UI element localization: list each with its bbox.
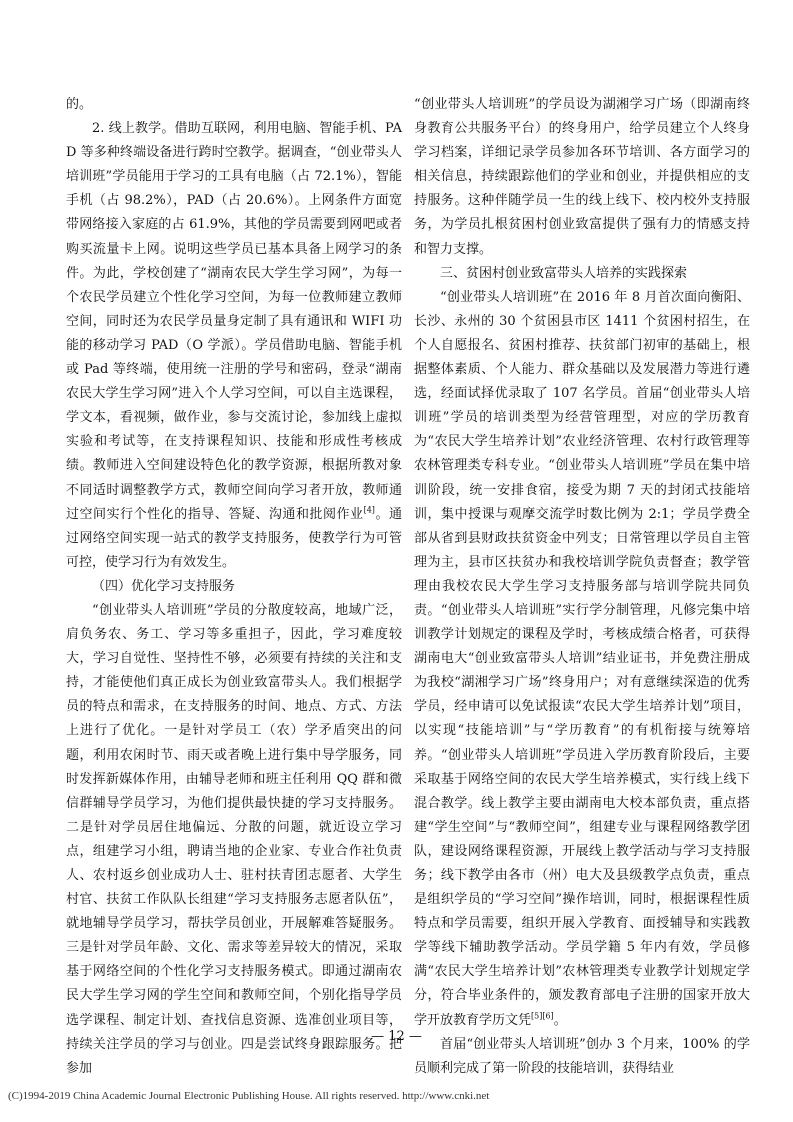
paragraph-text: 。通过网络空间实现一站式的教学支持服务，使教学行为可管可控，使学习行为有效发生。 [66,506,402,570]
citation: [4] [363,505,375,515]
left-column [66,93,402,1081]
paragraph: “创业带头人培训班”学员的分散度较高，地域广泛，肩负务农、务工、学习等多重担子，因此，学习难度较大，学习自觉性、坚持性不够，必须要有持续的关注和支持，才能使他们真正成长为创业致富带头人。我们根据学员的特点和需求，在支持服务的时间、地点、方式、方法上进行了优化。一是针对学员工（农）学矛盾突出的问题，利用农闲时节、雨天或者晚上进行集中导学服务，同时发挥新媒体作用，由辅导老师和班主任利用 QQ 群和微信群辅导学员学习，为他们提供最快捷的学习支持服务。二是针对学员居住地偏远、分散的问题，就近设立学习点，组建学习小组，聘请当地的企业家、专业合作社负责人、农村返乡创业成功人士、驻村扶青团志愿者、大学生村官、扶贫工作队队长组建“学习支持服务志愿者队伍”，就地辅导学员学习，帮扶学员创业，开展解难答疑服务。三是针对学员年龄、文化、需求等差异较大的情况，采取基于网络空间的个性化学习支持服务模式。即通过湖南农民大学生学习网的学生空间和教师空间，个别化指导学员选学课程、制定计划、查找信息资源、选准创业项目等，持续关注学员的学习与创业。四是尝试终身跟踪服务。把参加 [66,602,402,1076]
paragraph-text: “创业带头人培训班”在 2016 年 8 月首次面向衡阳、长沙、永州的 30 个贫困县市区 1411 个贫困村招生，在个人自愿报名、贫困村推荐、扶贫部门初审的基础上，根据整体素质、个人能力、群众基础以及发展潜力等进行遴选，经面试择优录取了 107 名学员。首届“创业带头人培训班”学员的培训类型为经营管理型，对应的学历教育为“农民大学生培养计划”农业经济管理、农村行政管理等农林管理类专科专业。“创业带头人培训班”学员在集中培训阶段，统一安排食宿，接受为期 7 天的封闭式技能培训，集中授课与观摩交流学时数比例为 2:1；学员学费全部从省到县财政扶贫资金中列支；日常管理以学员自主管理为主，县市区扶贫办和我校培训学院负责督查；教学管理由我校农民大学生学习支持服务部与培训学院共同负责。“创业带头人培训班”实行学分制管理，凡修完集中培训教学计划规定的课程及学时，考核成绩合格者，可获得湖南电大“创业致富带头人培训”结业证书，并免费注册成为我校“湖湘学习广场”终身用户；对有意继续深造的优秀学员，经申请可以免试报读“农民大学生培养计划”项目，以实现“技能培训”与“学历教育”的有机衔接与统筹培养。“创业带头人培训班”学员进入学历教育阶段后，主要采取基于网络空间的农民大学生培养模式，实行线上线下混合教学。线上教学主要由湖南电大校本部负责，重点搭建“学生空间”与“教师空间”，组建专业与课程网络教学团队，建设网络课程资源，开展线上教学活动与学习支持服务；线下教学由各市（州）电大及县级教学点负责，重点是组织学员的“学习空间”操作培训，同时，根据课程性质特点和学员需要，组织开展入学教育、面授辅导和实践教学等线下辅助教学活动。学员学籍 5 年内有效，学员修满“农民大学生培养计划”农林管理类专业教学计划规定学分，符合毕业条件的，颁发教育部电子注册的国家开放大学开放教育学历文凭 [414,289,750,1028]
copyright-footer: (C)1994-2019 China Academic Journal Electronic Publishing House. All rights reserved. http://www.cnki.net [8,1090,490,1102]
right-column [414,93,750,1081]
citation: [5][6] [531,1011,554,1021]
section-heading: （四）优化学习支持服务 [92,578,236,594]
paragraph [414,286,750,1033]
section-heading: 三、贫困村创业致富带头人培养的实践探索 [440,265,688,281]
paragraph: 首届“创业带头人培训班”创办 3 个月来，100% 的学员顺利完成了第一阶段的技能培训，获得结业 [414,1036,750,1076]
paragraph: “创业带头人培训班”的学员设为湖湘学习广场（即湖南终身教育公共服务平台）的终身用户，给学员建立个人终身学习档案，详细记录学员参加各环节培训、各方面学习的相关信息，持续跟踪他们的学业和创业，并提供相应的支持服务。这种伴随学员一生的线上线下、校内校外支持服务，为学员扎根贫困村创业致富提供了强有力的情感支持和智力支撑。 [414,97,750,257]
paragraph-text: 2. 线上教学。借助互联网，利用电脑、智能手机、PAD 等多种终端设备进行跨时空教学。据调查，“创业带头人培训班”学员能用于学习的工具有电脑（占 72.1%），智能手机（占 98.2%），PAD（占 20.6%）。上网条件方面宽带网络接入家庭的占 61.9%，其他的学员需要到网吧或者购买流量卡上网。说明这些学员已基本具备上网学习的条件。为此，学校创建了“湖南农民大学生学习网”，为每一个农民学员建立个性化学习空间，为每一位教师建立教师空间，同时还为农民学员量身定制了具有通讯和 WIFI 功能的移动学习 PAD（O 学派）。学员借助电脑、智能手机或 Pad 等终端，使用统一注册的学号和密码，登录“湖南农民大学生学习网”进入个人学习空间，可以自主选课程，学文本，看视频，做作业，参与交流讨论，参加线上虚拟实验和考试等，在支持课程知识、技能和形成性考核成绩。教师进入空间建设特色化的教学资源，根据所教对象不同适时调整教学方式，教师空间向学习者开放，教师通过空间实行个性化的指导、答疑、沟通和批阅作业 [66,121,402,522]
paragraph: 的。 [66,97,93,112]
paragraph [66,117,402,575]
page-number: — 12 — [371,1029,422,1044]
paragraph-text: 。 [553,1012,567,1028]
